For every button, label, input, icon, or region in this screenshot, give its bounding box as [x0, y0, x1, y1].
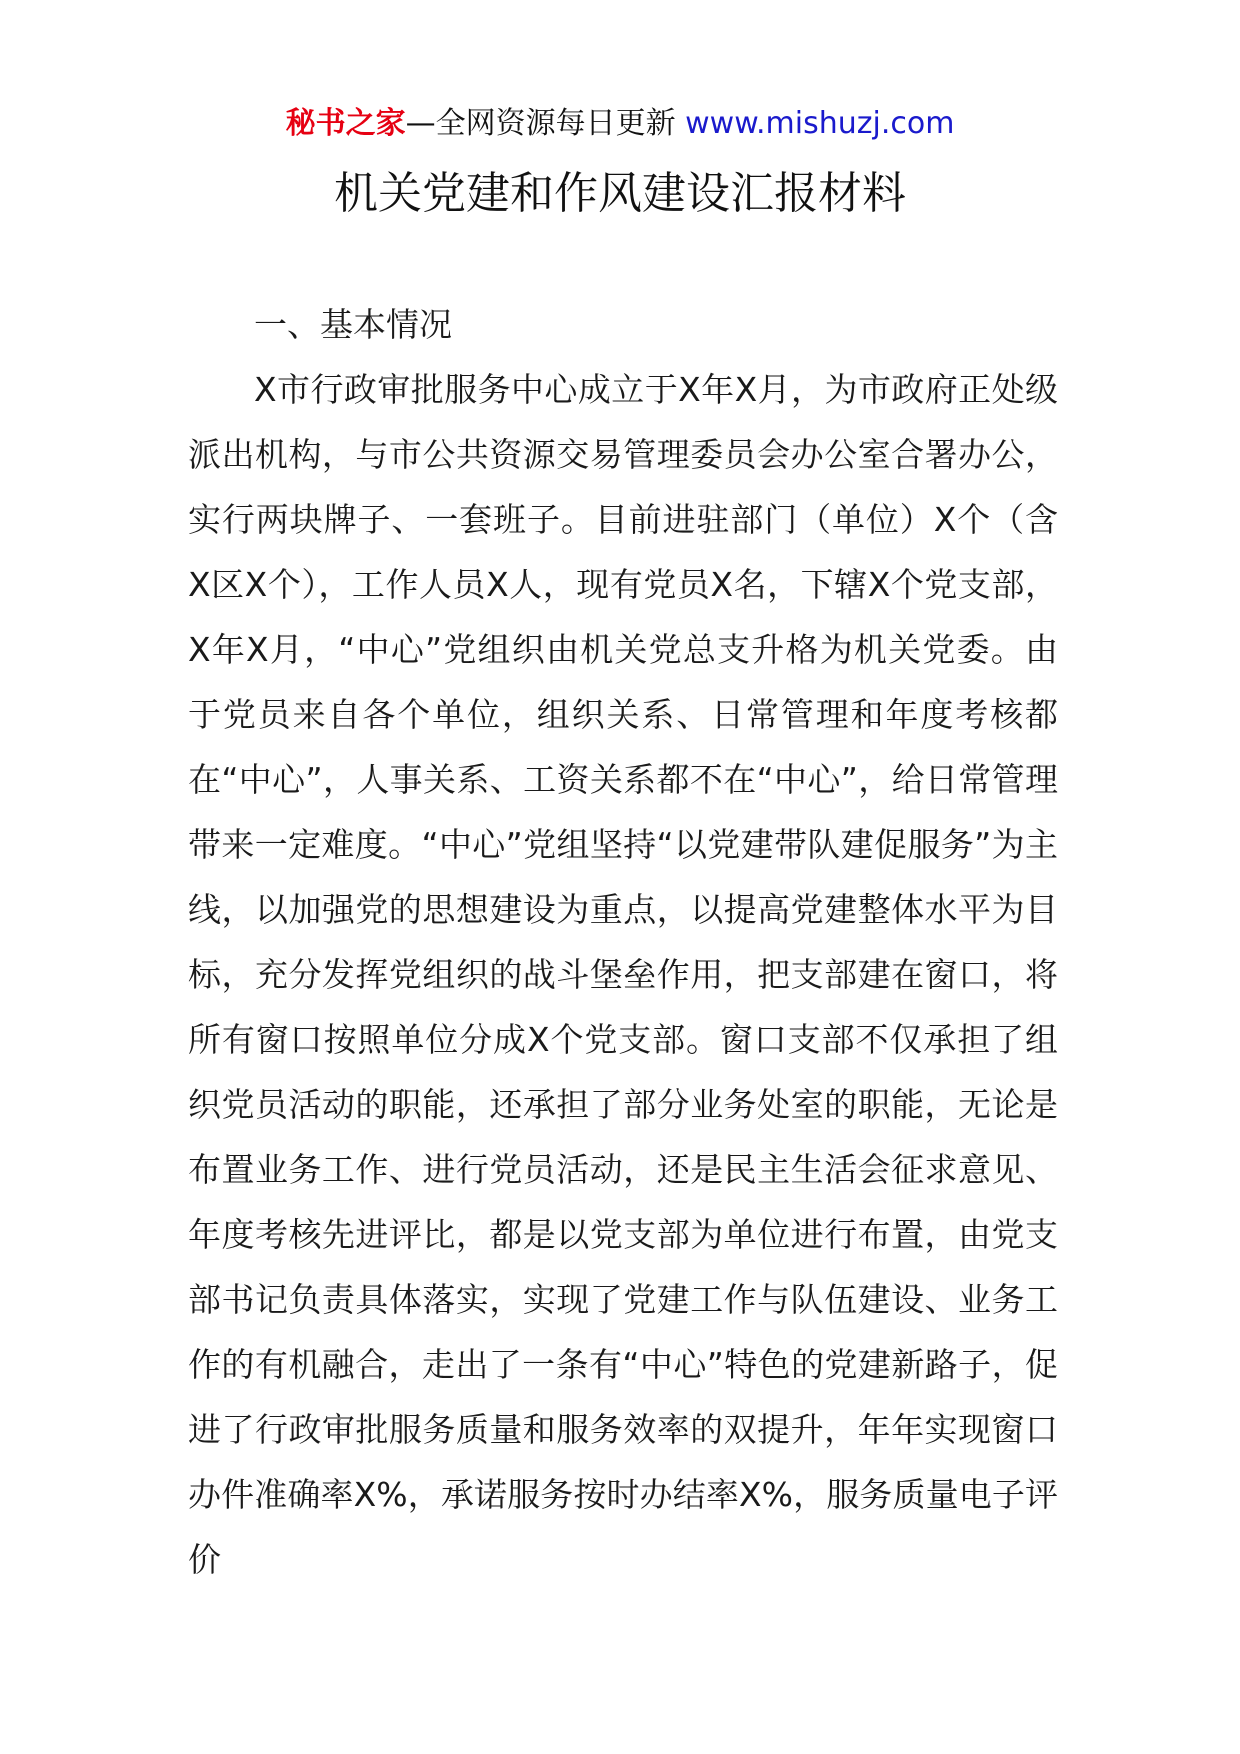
document-body	[188, 292, 1058, 1592]
section-heading: 一、基本情况	[254, 305, 452, 344]
body-paragraph: X市行政审批服务中心成立于X年X月，为市政府正处级派出机构，与市公共资源交易管理委员会办公室合署办公，实行两块牌子、一套班子。目前进驻部门（单位）X个（含X区X个），工作人员X人，现有党员X名，下辖X个党支部，X年X月，“中心”党组织由机关党总支升格为机关党委。由于党员来自各个单位，组织关系、日常管理和年度考核都在“中心”，人事关系、工资关系都不在“中心”，给日常管理带来一定难度。“中心”党组坚持“以党建带队建促服务”为主线，以加强党的思想建设为重点，以提高党建整体水平为目标，充分发挥党组织的战斗堡垒作用，把支部建在窗口，将所有窗口按照单位分成X个党支部。窗口支部不仅承担了组织党员活动的职能，还承担了部分业务处室的职能，无论是布置业务工作、进行党员活动，还是民主生活会征求意见、年度考核先进评比，都是以党支部为单位进行布置，由党支部书记负责具体落实，实现了党建工作与队伍建设、业务工作的有机融合，走出了一条有“中心”特色的党建新路子，促进了行政审批服务质量和服务效率的双提升，年年实现窗口办件准确率X%，承诺服务按时办结率X%，服务质量电子评价	[188, 370, 1058, 1579]
site-slogan: —全网资源每日更新	[405, 106, 676, 141]
site-brand: 秘书之家	[285, 106, 406, 141]
site-header	[0, 104, 1240, 144]
document-title: 机关党建和作风建设汇报材料	[334, 168, 906, 219]
site-url-link[interactable]: www.mishuzj.com	[685, 106, 955, 141]
